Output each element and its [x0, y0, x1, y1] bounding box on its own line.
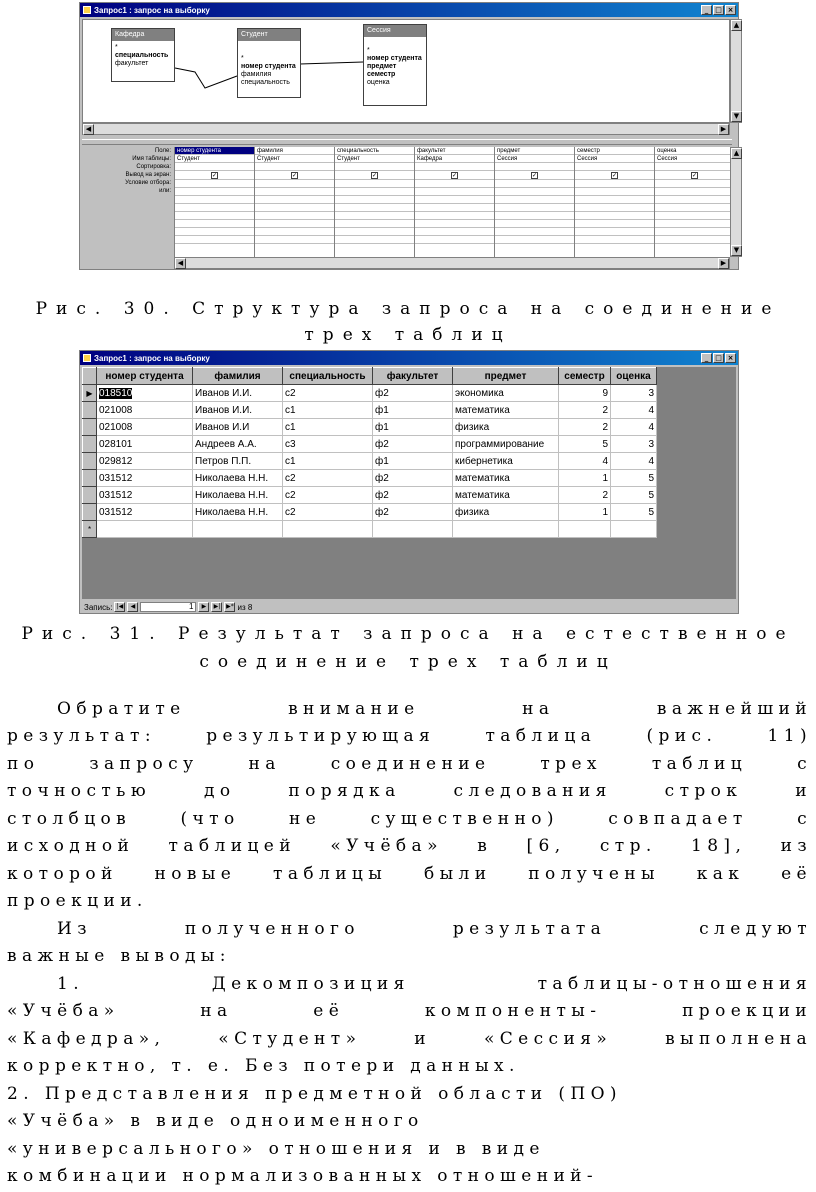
body-line: «Кафедра», «Студент» и «Сессия» выполнена — [7, 1029, 812, 1049]
table-cell[interactable]: Николаева Н.Н. — [193, 504, 283, 521]
scroll-down-icon[interactable]: ▼ — [731, 245, 742, 256]
qbe-criteria-cell[interactable] — [655, 220, 734, 228]
table-field[interactable]: * — [241, 55, 244, 62]
table-cell[interactable]: с3 — [283, 436, 373, 453]
table-cell[interactable]: 2 — [559, 487, 611, 504]
row-selector[interactable] — [83, 453, 97, 470]
close-button[interactable]: × — [725, 353, 736, 363]
table-cell[interactable]: 4 — [559, 453, 611, 470]
qbe-criteria-cell[interactable] — [255, 196, 334, 204]
table-field[interactable]: специальность — [241, 79, 290, 86]
figure-31-caption-line2: соединение трех таблиц — [199, 652, 617, 672]
table-cell[interactable]: с1 — [283, 453, 373, 470]
qbe-show-cell — [655, 172, 734, 180]
record-navigator — [82, 601, 736, 613]
qbe-criteria-cell[interactable] — [335, 220, 414, 228]
table-cell[interactable]: с1 — [283, 419, 373, 436]
qbe-criteria-cell[interactable] — [335, 196, 414, 204]
row-selector[interactable] — [83, 419, 97, 436]
scroll-left-icon[interactable]: ◀ — [175, 258, 186, 269]
row-selector[interactable] — [83, 504, 97, 521]
table-cell[interactable]: ф2 — [373, 385, 453, 402]
column-header[interactable]: специальность — [283, 368, 373, 385]
table-cell[interactable] — [97, 385, 193, 402]
qbe-column — [334, 147, 414, 257]
qbe-field-cell[interactable]: предмет — [495, 147, 574, 155]
table-cell[interactable]: Иванов И.И. — [193, 385, 283, 402]
table-box-title: Сессия — [364, 25, 426, 37]
table-cell[interactable]: кибернетика — [453, 453, 559, 470]
qbe-criteria-cell[interactable] — [335, 228, 414, 236]
scroll-right-icon[interactable]: ▶ — [718, 124, 729, 135]
qbe-sort-cell[interactable] — [335, 163, 414, 171]
qbe-criteria-cell[interactable] — [655, 196, 734, 204]
show-checkbox[interactable]: ✓ — [292, 172, 298, 179]
prev-record-icon[interactable]: ◀ — [127, 602, 138, 612]
query-design-titlebar — [80, 3, 738, 17]
row-selector[interactable] — [83, 436, 97, 453]
qbe-criteria-cell[interactable] — [495, 196, 574, 204]
table-cell[interactable]: 4 — [611, 453, 657, 470]
body-line: важные выводы: — [7, 946, 231, 966]
nav-total: из 8 — [237, 602, 253, 612]
table-field[interactable]: оценка — [367, 79, 390, 86]
qbe-criteria-cell[interactable] — [175, 236, 254, 244]
qbe-sort-cell[interactable] — [415, 163, 494, 171]
qbe-column — [654, 147, 734, 257]
qbe-criteria-cell[interactable] — [655, 236, 734, 244]
qbe-criteria-cell[interactable] — [655, 204, 734, 212]
qbe-field-cell[interactable]: оценка — [655, 147, 734, 155]
qbe-column — [254, 147, 334, 257]
table-cell[interactable]: физика — [453, 504, 559, 521]
query-design-title: Запрос1 : запрос на выборку — [94, 5, 210, 15]
table-row[interactable] — [83, 436, 657, 453]
table-cell[interactable]: с2 — [283, 504, 373, 521]
qbe-row-labels — [82, 147, 174, 257]
query-icon — [83, 6, 91, 14]
selected-cell-text: 018510 — [99, 387, 133, 399]
table-cell[interactable] — [97, 521, 193, 538]
table-cell[interactable]: 3 — [611, 436, 657, 453]
table-cell[interactable]: 5 — [611, 470, 657, 487]
column-header[interactable]: предмет — [453, 368, 559, 385]
qbe-criteria-cell[interactable] — [415, 236, 494, 244]
next-record-icon[interactable]: ▶ — [198, 602, 209, 612]
qbe-criteria-cell[interactable] — [575, 188, 654, 196]
qbe-table-cell[interactable]: Сессия — [495, 155, 574, 163]
body-line: по запросу на соединение трех таблиц с — [7, 754, 812, 774]
qbe-criteria-cell[interactable] — [495, 180, 574, 188]
row-selector[interactable]: ▶ — [83, 385, 97, 402]
header-row — [83, 368, 657, 385]
qbe-criteria-cell[interactable] — [575, 196, 654, 204]
qbe-criteria-cell[interactable] — [255, 228, 334, 236]
qbe-column — [494, 147, 574, 257]
table-field[interactable]: номер студента — [367, 55, 422, 62]
body-line: исходной таблицей «Учёба» в [6, стр. 18], из — [7, 836, 812, 856]
table-cell[interactable]: ф2 — [373, 470, 453, 487]
column-header[interactable]: оценка — [611, 368, 657, 385]
table-row[interactable] — [83, 385, 657, 402]
new-row-selector[interactable]: * — [83, 521, 97, 538]
show-checkbox[interactable]: ✓ — [692, 172, 698, 179]
table-cell[interactable] — [559, 521, 611, 538]
table-cell[interactable]: математика — [453, 402, 559, 419]
qbe-criteria-cell[interactable] — [495, 220, 574, 228]
table-field[interactable]: факультет — [115, 60, 149, 67]
qbe-column — [174, 147, 254, 257]
table-cell[interactable]: 5 — [559, 436, 611, 453]
table-cell[interactable]: физика — [453, 419, 559, 436]
qbe-vscroll[interactable] — [730, 147, 742, 257]
qbe-criteria-cell[interactable] — [255, 204, 334, 212]
qbe-criteria-cell[interactable] — [495, 236, 574, 244]
qbe-label-sort: Сортировка: — [136, 164, 171, 170]
figure-30-caption-line1: Рис. 30. Структура запроса на соединение — [35, 299, 781, 319]
row-selector[interactable] — [83, 402, 97, 419]
qbe-criteria-cell[interactable] — [175, 228, 254, 236]
qbe-criteria-cell[interactable] — [335, 236, 414, 244]
qbe-field-cell[interactable]: фамилия — [255, 147, 334, 155]
scroll-right-icon[interactable]: ▶ — [718, 258, 729, 269]
maximize-button[interactable]: □ — [713, 5, 724, 15]
qbe-criteria-cell[interactable] — [175, 188, 254, 196]
qbe-show-cell — [335, 172, 414, 180]
table-cell[interactable]: ф1 — [373, 419, 453, 436]
qbe-criteria-cell[interactable] — [575, 204, 654, 212]
qbe-criteria-cell[interactable] — [175, 220, 254, 228]
table-cell[interactable]: 4 — [611, 419, 657, 436]
table-cell[interactable]: 021008 — [97, 402, 193, 419]
table-row[interactable] — [83, 402, 657, 419]
qbe-grid — [82, 147, 730, 257]
body-line: «универсального» отношения и в виде — [7, 1139, 545, 1159]
scroll-down-icon[interactable]: ▼ — [731, 111, 742, 122]
qbe-sort-cell[interactable] — [655, 163, 734, 171]
body-line: 2. Представления предметной области (ПО) — [7, 1084, 622, 1104]
qbe-criteria-cell[interactable] — [655, 188, 734, 196]
table-field[interactable]: номер студента — [241, 63, 296, 70]
minimize-button[interactable]: _ — [701, 5, 712, 15]
qbe-table-cell[interactable]: Студент — [255, 155, 334, 163]
body-line: 1. Декомпозиция таблицы-отношения — [57, 974, 812, 994]
table-cell[interactable]: ф1 — [373, 453, 453, 470]
body-line: «Учёба» в виде одноименного — [7, 1111, 424, 1131]
table-box-kafedra[interactable] — [111, 28, 175, 82]
table-cell[interactable]: с2 — [283, 470, 373, 487]
show-checkbox[interactable]: ✓ — [452, 172, 458, 179]
table-cell[interactable]: с2 — [283, 487, 373, 504]
table-field[interactable]: * — [115, 44, 118, 51]
qbe-criteria-cell[interactable] — [255, 188, 334, 196]
body-line: Обратите внимание на важнейший — [57, 699, 812, 719]
qbe-field-cell[interactable]: факультет — [415, 147, 494, 155]
figure-30-caption-line2: трех таблиц — [304, 325, 512, 345]
qbe-criteria-cell[interactable] — [255, 220, 334, 228]
table-cell[interactable] — [373, 521, 453, 538]
new-record-row[interactable] — [83, 521, 657, 538]
table-cell[interactable]: Петров П.П. — [193, 453, 283, 470]
table-cell[interactable]: Иванов И.И — [193, 419, 283, 436]
table-pane-vscroll[interactable] — [730, 19, 742, 123]
new-record-icon[interactable]: ▶* — [226, 603, 234, 610]
query-icon — [83, 354, 91, 362]
figure-31-caption-line1: Рис. 31. Результат запроса на естественное — [21, 624, 795, 644]
show-checkbox[interactable]: ✓ — [372, 172, 378, 179]
table-field[interactable]: предмет — [367, 63, 397, 70]
table-box-title: Студент — [238, 29, 300, 41]
qbe-hscroll[interactable] — [174, 257, 730, 269]
table-cell[interactable] — [193, 521, 283, 538]
table-row[interactable] — [83, 487, 657, 504]
qbe-criteria-cell[interactable] — [415, 220, 494, 228]
qbe-show-cell — [575, 172, 654, 180]
qbe-criteria-cell[interactable] — [415, 212, 494, 220]
table-cell[interactable]: ф2 — [373, 436, 453, 453]
table-cell[interactable]: ф1 — [373, 402, 453, 419]
nav-label: Запись: — [84, 602, 113, 612]
table-cell[interactable]: 028101 — [97, 436, 193, 453]
qbe-criteria-cell[interactable] — [655, 180, 734, 188]
table-cell[interactable]: 3 — [611, 385, 657, 402]
table-row[interactable] — [83, 453, 657, 470]
query-result-window — [79, 350, 739, 614]
query-result-titlebar — [80, 351, 738, 365]
table-cell[interactable]: 2 — [559, 402, 611, 419]
maximize-button[interactable]: □ — [713, 353, 724, 363]
qbe-criteria-cell[interactable] — [335, 180, 414, 188]
table-cell[interactable]: Андреев А.А. — [193, 436, 283, 453]
qbe-field-cell[interactable]: специальность — [335, 147, 414, 155]
table-cell[interactable]: 031512 — [97, 487, 193, 504]
qbe-criteria-cell[interactable] — [495, 188, 574, 196]
qbe-criteria-cell[interactable] — [495, 212, 574, 220]
pane-splitter[interactable] — [82, 139, 732, 145]
column-header[interactable]: факультет — [373, 368, 453, 385]
qbe-sort-cell[interactable] — [575, 163, 654, 171]
qbe-criteria-cell[interactable] — [335, 204, 414, 212]
qbe-table-cell[interactable]: Сессия — [575, 155, 654, 163]
qbe-table-cell[interactable]: Кафедра — [415, 155, 494, 163]
table-cell[interactable]: 4 — [611, 402, 657, 419]
body-line: проекции. — [7, 891, 148, 911]
qbe-show-cell — [415, 172, 494, 180]
table-field[interactable]: * — [367, 47, 370, 54]
qbe-columns — [174, 147, 730, 257]
join-line-student-session — [300, 62, 363, 64]
table-pane-hscroll[interactable] — [82, 123, 730, 135]
qbe-criteria-cell[interactable] — [415, 180, 494, 188]
table-cell[interactable]: 5 — [611, 504, 657, 521]
minimize-button[interactable]: _ — [701, 353, 712, 363]
table-cell[interactable]: Николаева Н.Н. — [193, 470, 283, 487]
scroll-up-icon[interactable]: ▲ — [731, 148, 742, 159]
table-row[interactable] — [83, 470, 657, 487]
qbe-criteria-cell[interactable] — [175, 196, 254, 204]
qbe-criteria-cell[interactable] — [415, 196, 494, 204]
table-field[interactable]: специальность — [115, 52, 169, 59]
qbe-criteria-cell[interactable] — [175, 212, 254, 220]
row-selector[interactable] — [83, 487, 97, 504]
qbe-label-field: Поле: — [154, 148, 171, 154]
scroll-left-icon[interactable]: ◀ — [83, 124, 94, 135]
table-cell[interactable]: с2 — [283, 385, 373, 402]
body-line: комбинации нормализованных отношений- — [7, 1166, 599, 1186]
qbe-criteria-cell[interactable] — [335, 188, 414, 196]
qbe-criteria-cell[interactable] — [335, 212, 414, 220]
table-cell[interactable]: Иванов И.И. — [193, 402, 283, 419]
qbe-criteria-cell[interactable] — [415, 204, 494, 212]
column-header[interactable]: семестр — [559, 368, 611, 385]
table-row[interactable] — [83, 419, 657, 436]
table-box-title: Кафедра — [112, 29, 174, 41]
body-line: точностью до порядка следования строк и — [7, 781, 812, 801]
table-cell[interactable] — [453, 521, 559, 538]
qbe-criteria-cell[interactable] — [575, 180, 654, 188]
qbe-show-cell — [495, 172, 574, 180]
table-cell[interactable]: программирование — [453, 436, 559, 453]
table-cell[interactable]: 1 — [559, 504, 611, 521]
qbe-criteria-cell[interactable] — [655, 228, 734, 236]
table-cell[interactable]: 9 — [559, 385, 611, 402]
record-number-field[interactable]: 1 — [140, 602, 196, 612]
qbe-sort-cell[interactable] — [175, 163, 254, 171]
qbe-criteria-cell[interactable] — [575, 220, 654, 228]
table-cell[interactable]: 2 — [559, 419, 611, 436]
body-line: Из полученного результата следуют — [57, 919, 812, 939]
qbe-table-cell[interactable]: Студент — [335, 155, 414, 163]
qbe-table-cell[interactable]: Студент — [175, 155, 254, 163]
qbe-sort-cell[interactable] — [255, 163, 334, 171]
qbe-field-cell[interactable]: номер студента — [175, 147, 254, 155]
table-cell[interactable]: 029812 — [97, 453, 193, 470]
table-cell[interactable]: математика — [453, 470, 559, 487]
table-pane — [82, 19, 730, 123]
qbe-table-cell[interactable]: Сессия — [655, 155, 734, 163]
qbe-show-cell — [175, 172, 254, 180]
qbe-criteria-cell[interactable] — [415, 228, 494, 236]
show-checkbox[interactable]: ✓ — [612, 172, 618, 179]
body-line: результат: результирующая таблица (рис. 11) — [7, 726, 812, 746]
qbe-label-show: Вывод на экран: — [125, 172, 171, 178]
table-row[interactable] — [83, 504, 657, 521]
query-result-title: Запрос1 : запрос на выборку — [94, 353, 210, 363]
table-field[interactable]: фамилия — [241, 71, 272, 78]
body-line: корректно, т. е. Без потери данных. — [7, 1056, 520, 1076]
qbe-column — [574, 147, 654, 257]
qbe-sort-cell[interactable] — [495, 163, 574, 171]
qbe-label-or: или: — [159, 188, 171, 194]
table-cell[interactable]: с1 — [283, 402, 373, 419]
table-cell[interactable] — [283, 521, 373, 538]
qbe-field-cell[interactable]: семестр — [575, 147, 654, 155]
table-cell[interactable]: 1 — [559, 470, 611, 487]
row-selector[interactable] — [83, 470, 97, 487]
body-line: столбцов (что не существенно) совпадает с — [7, 809, 812, 829]
column-header[interactable]: фамилия — [193, 368, 283, 385]
table-cell[interactable]: 5 — [611, 487, 657, 504]
show-checkbox[interactable]: ✓ — [532, 172, 538, 179]
select-all-corner[interactable] — [83, 368, 97, 385]
table-cell[interactable]: 031512 — [97, 504, 193, 521]
qbe-criteria-cell[interactable] — [655, 212, 734, 220]
qbe-criteria-cell[interactable] — [255, 236, 334, 244]
qbe-criteria-cell[interactable] — [415, 188, 494, 196]
table-cell[interactable] — [611, 521, 657, 538]
first-record-icon[interactable]: |◀ — [114, 602, 125, 612]
qbe-criteria-cell[interactable] — [575, 236, 654, 244]
qbe-criteria-cell[interactable] — [255, 212, 334, 220]
qbe-show-cell — [255, 172, 334, 180]
show-checkbox[interactable]: ✓ — [212, 172, 218, 179]
body-line: которой новые таблицы были получены как её — [7, 864, 812, 884]
qbe-criteria-cell[interactable] — [495, 228, 574, 236]
column-header[interactable]: номер студента — [97, 368, 193, 385]
table-cell[interactable]: экономика — [453, 385, 559, 402]
table-cell[interactable]: математика — [453, 487, 559, 504]
table-cell[interactable]: ф2 — [373, 504, 453, 521]
body-line: «Учёба» на её компоненты- проекции — [7, 1001, 812, 1021]
table-cell[interactable]: Николаева Н.Н. — [193, 487, 283, 504]
table-box-student[interactable] — [237, 28, 301, 98]
join-line-kafedra-student — [175, 68, 237, 88]
datasheet — [82, 367, 736, 599]
qbe-criteria-cell[interactable] — [175, 204, 254, 212]
table-cell[interactable]: 021008 — [97, 419, 193, 436]
table-cell[interactable]: ф2 — [373, 487, 453, 504]
table-box-session[interactable] — [363, 24, 427, 106]
qbe-column — [414, 147, 494, 257]
qbe-label-table: Имя таблицы: — [132, 156, 171, 162]
last-record-icon[interactable]: ▶| — [211, 602, 222, 612]
result-table — [82, 367, 657, 538]
table-cell[interactable]: 031512 — [97, 470, 193, 487]
scroll-up-icon[interactable]: ▲ — [731, 20, 742, 31]
qbe-criteria-cell[interactable] — [575, 212, 654, 220]
qbe-label-criteria: Условие отбора: — [125, 180, 171, 186]
qbe-criteria-cell[interactable] — [575, 228, 654, 236]
table-field[interactable]: семестр — [367, 71, 396, 78]
qbe-criteria-cell[interactable] — [495, 204, 574, 212]
qbe-criteria-cell[interactable] — [175, 180, 254, 188]
close-button[interactable]: × — [725, 5, 736, 15]
query-design-window — [79, 2, 739, 270]
qbe-criteria-cell[interactable] — [255, 180, 334, 188]
